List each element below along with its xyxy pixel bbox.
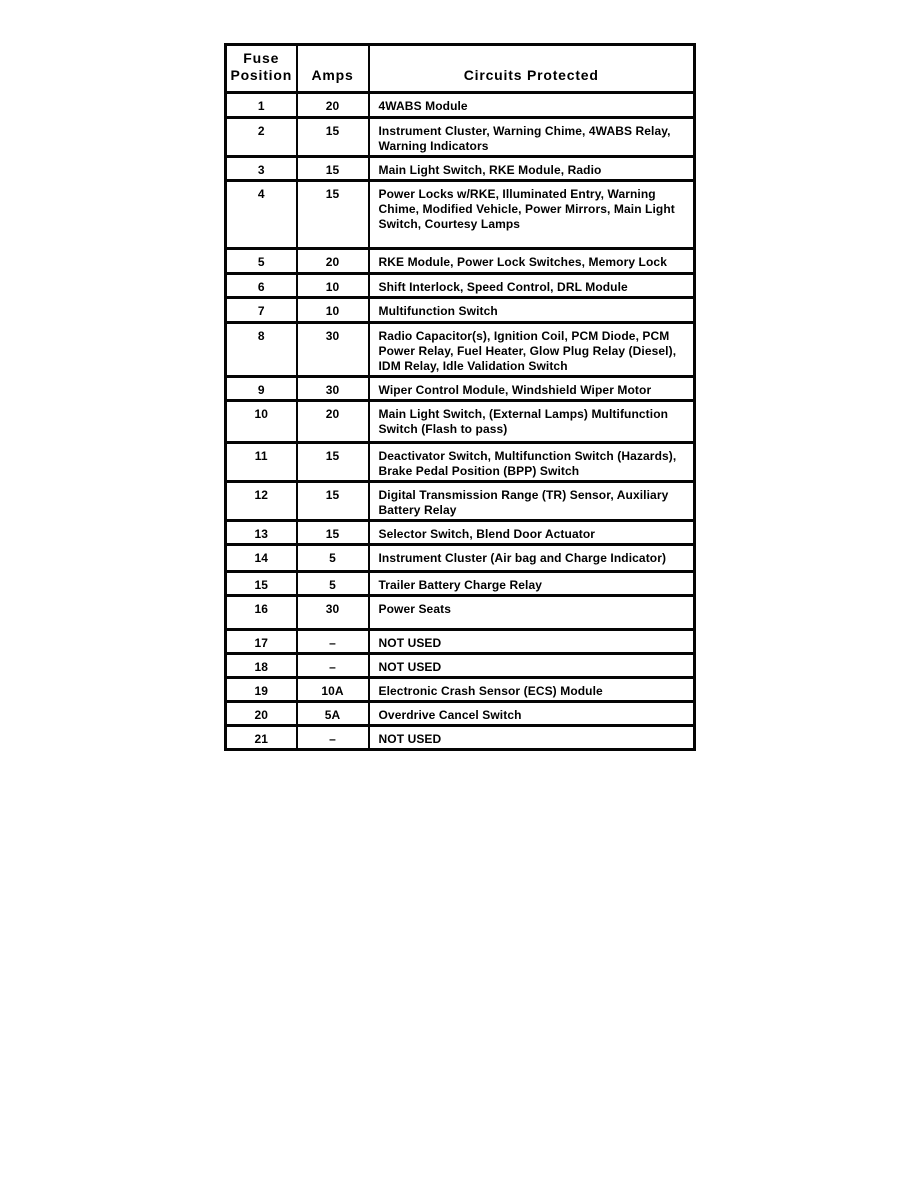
table-row xyxy=(226,482,695,521)
col-header-fuse-position: Fuse Position xyxy=(226,45,297,93)
fuse-position-cell: 11 xyxy=(226,443,297,482)
table-row xyxy=(226,249,695,274)
table-row xyxy=(226,298,695,323)
amps-cell: 20 xyxy=(297,249,369,274)
table-row xyxy=(226,726,695,750)
fuse-position-cell: 8 xyxy=(226,323,297,377)
fuse-position-cell: 20 xyxy=(226,702,297,726)
amps-cell: 20 xyxy=(297,93,369,118)
amps-cell: 30 xyxy=(297,377,369,401)
circuits-protected-cell: Radio Capacitor(s), Ignition Coil, PCM Diode, PCM Power Relay, Fuel Heater, Glow Plug Relay (Diesel), IDM Relay, Idle Validation Switch xyxy=(369,323,695,377)
fuse-position-cell: 2 xyxy=(226,118,297,157)
amps-cell: 5 xyxy=(297,572,369,596)
table-row xyxy=(226,654,695,678)
fuse-position-cell: 5 xyxy=(226,249,297,274)
circuits-protected-cell: Electronic Crash Sensor (ECS) Module xyxy=(369,678,695,702)
fuse-table xyxy=(224,43,696,751)
fuse-position-cell: 9 xyxy=(226,377,297,401)
table-row xyxy=(226,181,695,249)
header-row xyxy=(226,45,695,93)
amps-cell: 30 xyxy=(297,323,369,377)
table-row xyxy=(226,118,695,157)
amps-cell: 15 xyxy=(297,521,369,545)
circuits-protected-cell: Digital Transmission Range (TR) Sensor, Auxiliary Battery Relay xyxy=(369,482,695,521)
fuse-position-cell: 4 xyxy=(226,181,297,249)
amps-cell: 15 xyxy=(297,443,369,482)
circuits-protected-cell: Shift Interlock, Speed Control, DRL Module xyxy=(369,274,695,298)
table-row xyxy=(226,678,695,702)
circuits-protected-cell: Instrument Cluster, Warning Chime, 4WABS Relay, Warning Indicators xyxy=(369,118,695,157)
table-row xyxy=(226,596,695,630)
amps-cell: 15 xyxy=(297,157,369,181)
circuits-protected-cell: Wiper Control Module, Windshield Wiper Motor xyxy=(369,377,695,401)
amps-cell: 10 xyxy=(297,298,369,323)
circuits-protected-cell: 4WABS Module xyxy=(369,93,695,118)
circuits-protected-cell: Multifunction Switch xyxy=(369,298,695,323)
amps-cell: 15 xyxy=(297,181,369,249)
fuse-position-cell: 18 xyxy=(226,654,297,678)
col-header-circuits-protected: Circuits Protected xyxy=(369,45,695,93)
circuits-protected-cell: NOT USED xyxy=(369,726,695,750)
fuse-position-cell: 16 xyxy=(226,596,297,630)
table-row xyxy=(226,274,695,298)
table-row xyxy=(226,572,695,596)
fuse-position-cell: 19 xyxy=(226,678,297,702)
table-row xyxy=(226,521,695,545)
fuse-position-cell: 12 xyxy=(226,482,297,521)
circuits-protected-cell: Trailer Battery Charge Relay xyxy=(369,572,695,596)
amps-cell: 10A xyxy=(297,678,369,702)
circuits-protected-cell: RKE Module, Power Lock Switches, Memory Lock xyxy=(369,249,695,274)
fuse-position-cell: 6 xyxy=(226,274,297,298)
table-row xyxy=(226,630,695,654)
circuits-protected-cell: Main Light Switch, (External Lamps) Multifunction Switch (Flash to pass) xyxy=(369,401,695,443)
amps-cell: – xyxy=(297,630,369,654)
fuse-position-cell: 3 xyxy=(226,157,297,181)
circuits-protected-cell: Overdrive Cancel Switch xyxy=(369,702,695,726)
fuse-position-cell: 21 xyxy=(226,726,297,750)
fuse-position-cell: 1 xyxy=(226,93,297,118)
fuse-position-cell: 14 xyxy=(226,545,297,572)
amps-cell: – xyxy=(297,654,369,678)
fuse-position-cell: 15 xyxy=(226,572,297,596)
circuits-protected-cell: Instrument Cluster (Air bag and Charge Indicator) xyxy=(369,545,695,572)
fuse-table-body xyxy=(226,93,695,750)
amps-cell: 20 xyxy=(297,401,369,443)
table-row xyxy=(226,702,695,726)
amps-cell: 5 xyxy=(297,545,369,572)
circuits-protected-cell: NOT USED xyxy=(369,630,695,654)
table-row xyxy=(226,377,695,401)
amps-cell: 5A xyxy=(297,702,369,726)
circuits-protected-cell: Power Locks w/RKE, Illuminated Entry, Warning Chime, Modified Vehicle, Power Mirrors, Main Light Switch, Courtesy Lamps xyxy=(369,181,695,249)
fuse-position-cell: 10 xyxy=(226,401,297,443)
amps-cell: 30 xyxy=(297,596,369,630)
table-row xyxy=(226,443,695,482)
circuits-protected-cell: NOT USED xyxy=(369,654,695,678)
table-row xyxy=(226,545,695,572)
amps-cell: 15 xyxy=(297,118,369,157)
amps-cell: 10 xyxy=(297,274,369,298)
table-row xyxy=(226,157,695,181)
table-row xyxy=(226,93,695,118)
amps-cell: 15 xyxy=(297,482,369,521)
circuits-protected-cell: Selector Switch, Blend Door Actuator xyxy=(369,521,695,545)
fuse-position-cell: 17 xyxy=(226,630,297,654)
fuse-position-cell: 13 xyxy=(226,521,297,545)
circuits-protected-cell: Power Seats xyxy=(369,596,695,630)
circuits-protected-cell: Deactivator Switch, Multifunction Switch (Hazards), Brake Pedal Position (BPP) Switch xyxy=(369,443,695,482)
col-header-amps: Amps xyxy=(297,45,369,93)
amps-cell: – xyxy=(297,726,369,750)
table-row xyxy=(226,401,695,443)
table-row xyxy=(226,323,695,377)
circuits-protected-cell: Main Light Switch, RKE Module, Radio xyxy=(369,157,695,181)
fuse-position-cell: 7 xyxy=(226,298,297,323)
